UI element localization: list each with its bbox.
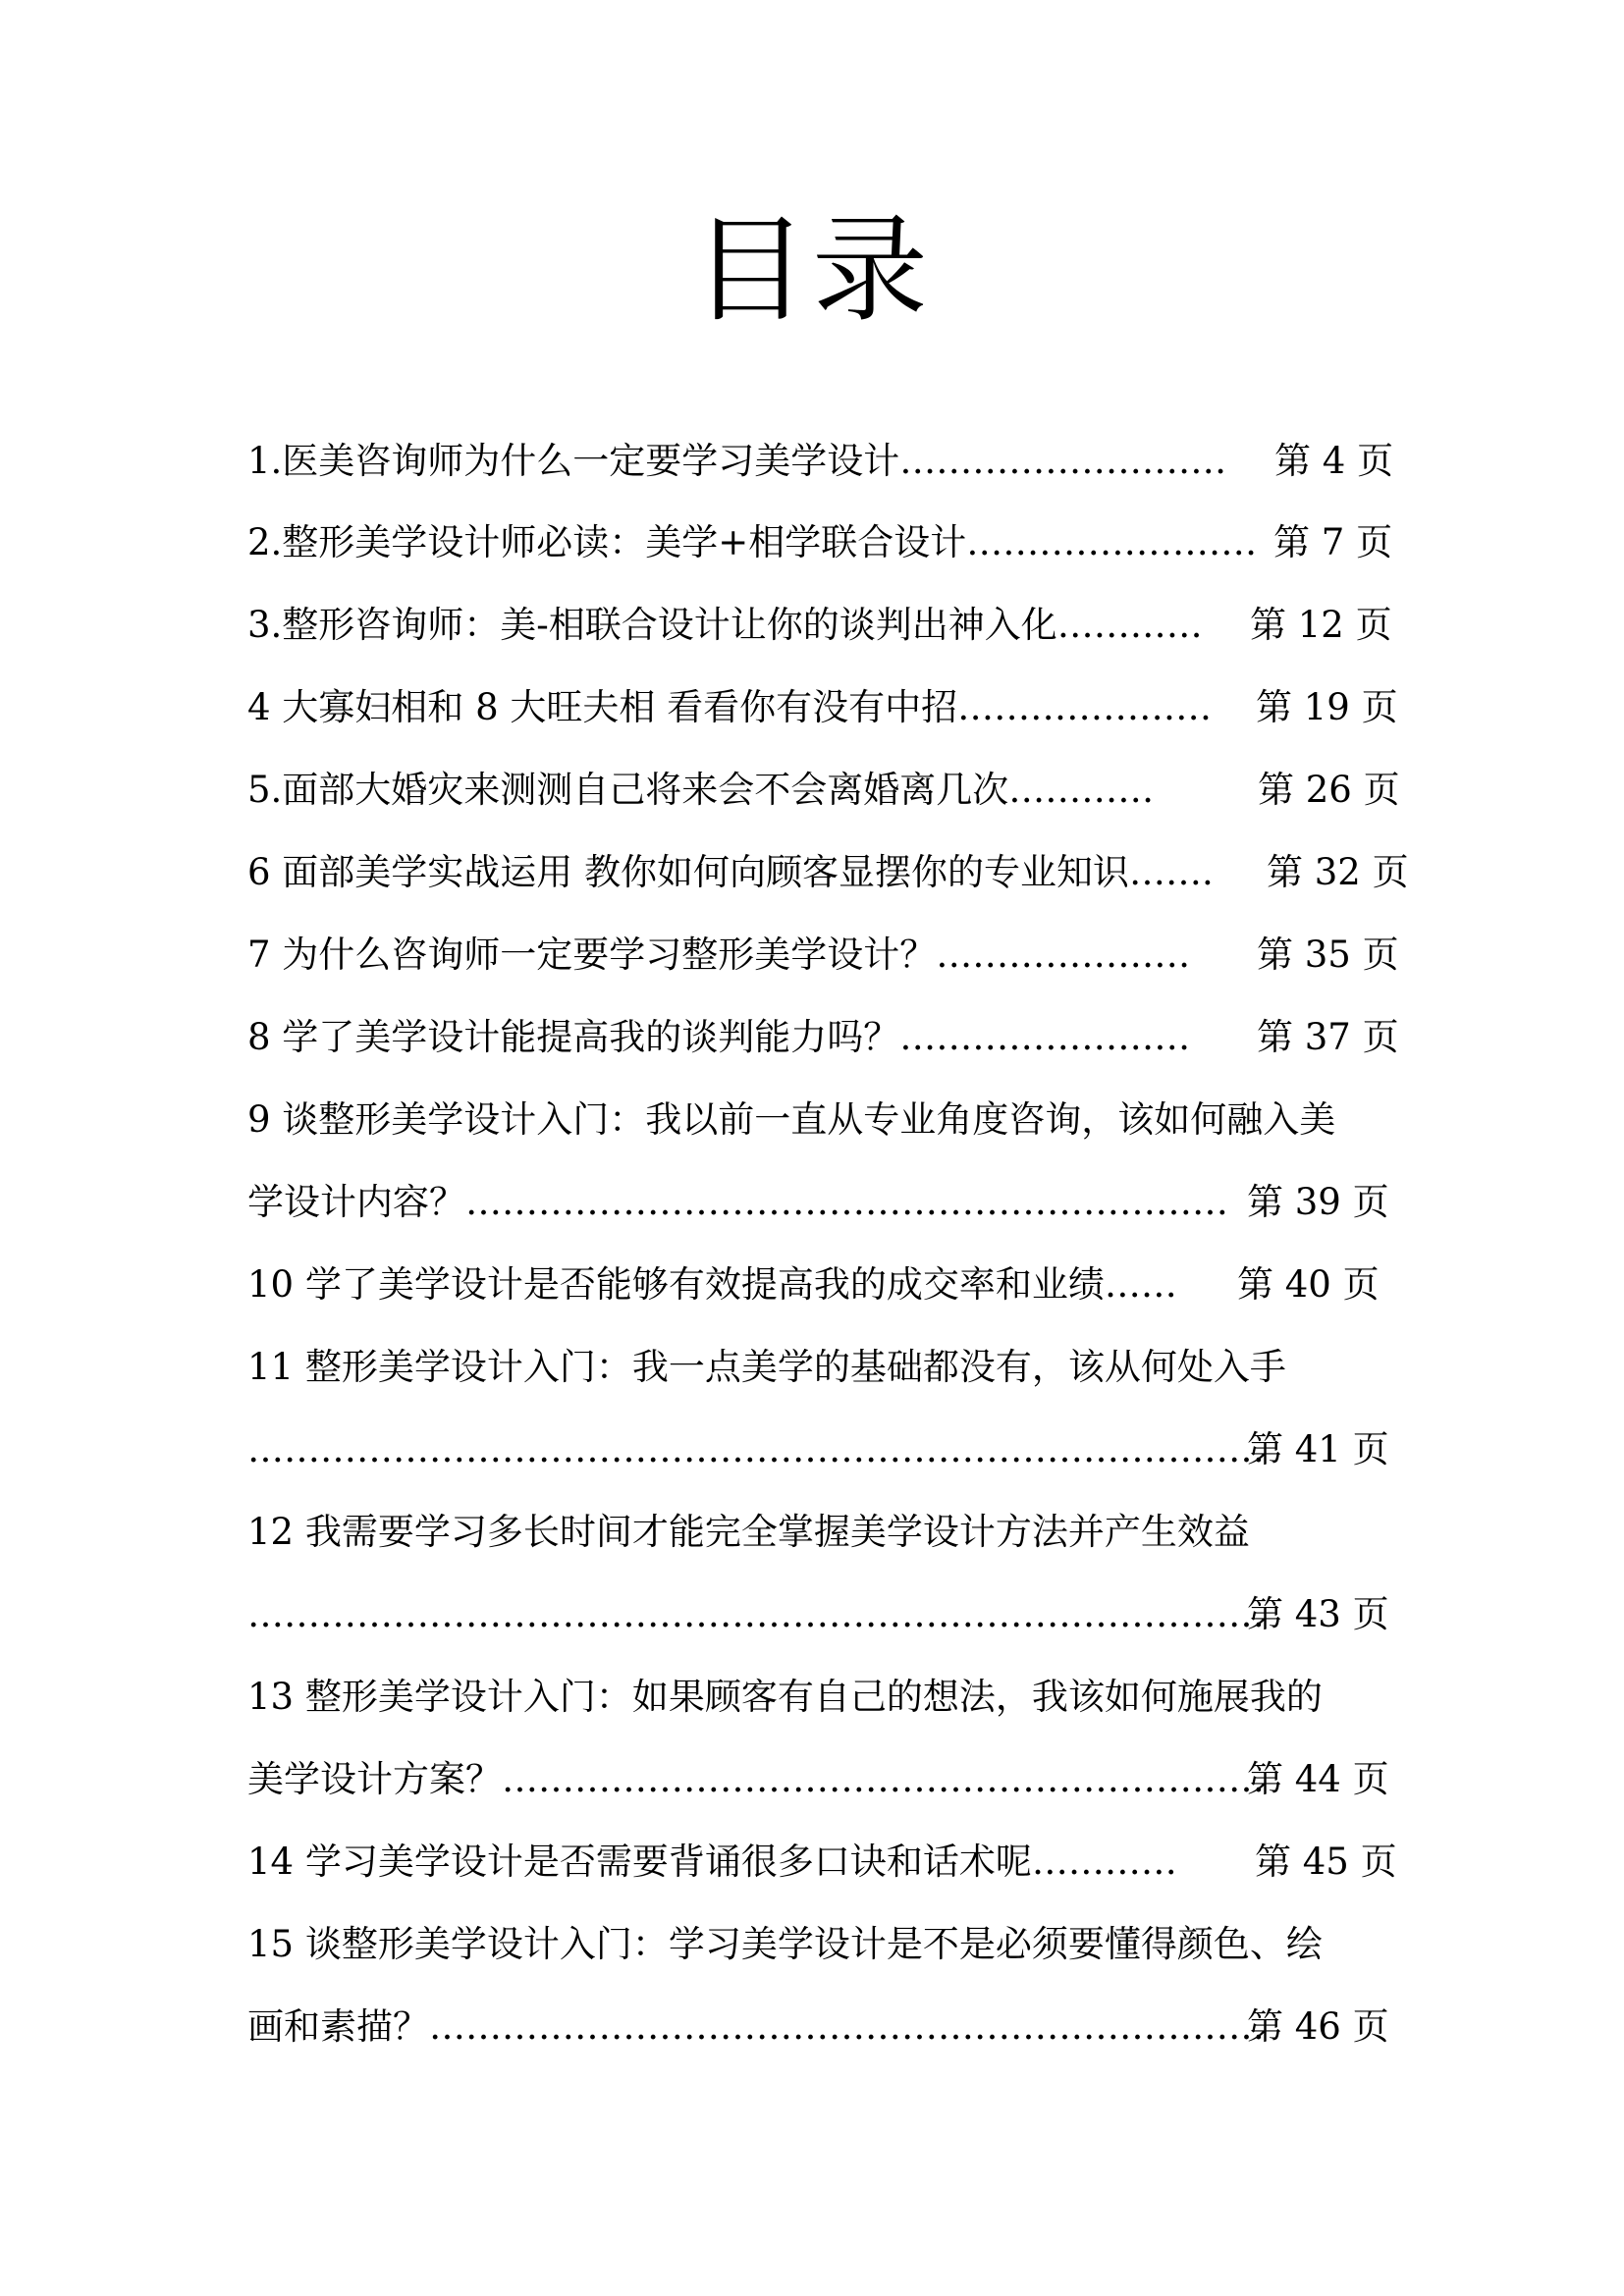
- page-title: 目录: [691, 202, 932, 338]
- toc-entry-page: 第 43 页: [1247, 1593, 1389, 1635]
- toc-entry-text: 11 整形美学设计入门：我一点美学的基础都没有，该从何处入手: [247, 1346, 1286, 1388]
- toc-entry-text: 13 整形美学设计入门：如果顾客有自己的想法，我该如何施展我的: [247, 1676, 1323, 1718]
- toc-entry-text: 4 大寡妇相和 8 大旺夫相 看看你有没有中招…………………: [247, 686, 1213, 728]
- toc-entry-page: 第 19 页: [1256, 686, 1398, 728]
- toc-entry-text: 8 学了美学设计能提高我的谈判能力吗？……………………: [247, 1016, 1191, 1058]
- toc-entry-page: 第 46 页: [1247, 2005, 1389, 2048]
- toc-entry-page: 第 26 页: [1258, 769, 1400, 811]
- toc-entry-text: 3.整形咨询师：美-相联合设计让你的谈判出神入化…………: [247, 604, 1203, 646]
- toc-entry-text: 美学设计方案？………………………………………………………: [247, 1758, 1265, 1800]
- toc-entry-page: 第 32 页: [1267, 851, 1409, 893]
- toc-entry-page: 第 37 页: [1257, 1016, 1399, 1058]
- toc-entry-page: 第 7 页: [1273, 521, 1393, 563]
- toc-entry-text: 学设计内容？………………………………………………………: [247, 1181, 1228, 1223]
- toc-entry-text: 14 学习美学设计是否需要背诵很多口诀和话术呢…………: [247, 1841, 1177, 1883]
- toc-entry-text: …………………………………………………………………………: [247, 1593, 1265, 1635]
- toc-entry-text: 2.整形美学设计师必读：美学+相学联合设计……………………: [247, 521, 1258, 563]
- toc-entry-text: …………………………………………………………………………: [247, 1428, 1265, 1470]
- toc-entry-page: 第 44 页: [1247, 1758, 1389, 1800]
- toc-entry-page: 第 41 页: [1247, 1428, 1389, 1470]
- toc-entry-text: 10 学了美学设计是否能够有效提高我的成交率和业绩……: [247, 1263, 1177, 1306]
- toc-entry-text: 7 为什么咨询师一定要学习整形美学设计？…………………: [247, 934, 1191, 976]
- toc-entry-text: 12 我需要学习多长时间才能完全掌握美学设计方法并产生效益: [247, 1511, 1250, 1553]
- toc-entry-text: 9 谈整形美学设计入门：我以前一直从专业角度咨询，该如何融入美: [247, 1098, 1336, 1141]
- toc-entry-page: 第 35 页: [1257, 934, 1399, 976]
- toc-entry-text: 5.面部大婚灾来测测自己将来会不会离婚离几次…………: [247, 769, 1155, 811]
- toc-entry-text: 画和素描？……………………………………………………………: [247, 2005, 1265, 2048]
- toc-entry-text: 15 谈整形美学设计入门：学习美学设计是不是必须要懂得颜色、绘: [247, 1923, 1323, 1965]
- toc-entry-page: 第 12 页: [1250, 604, 1392, 646]
- toc-entry-text: 6 面部美学实战运用 教你如何向顾客显摆你的专业知识…….: [247, 851, 1214, 893]
- toc-entry-page: 第 4 页: [1274, 440, 1394, 482]
- toc-entry-page: 第 40 页: [1237, 1263, 1380, 1306]
- toc-entry-text: 1.医美咨询师为什么一定要学习美学设计………………………: [247, 440, 1227, 482]
- toc-entry-page: 第 45 页: [1255, 1841, 1397, 1883]
- toc-entry-page: 第 39 页: [1247, 1181, 1389, 1223]
